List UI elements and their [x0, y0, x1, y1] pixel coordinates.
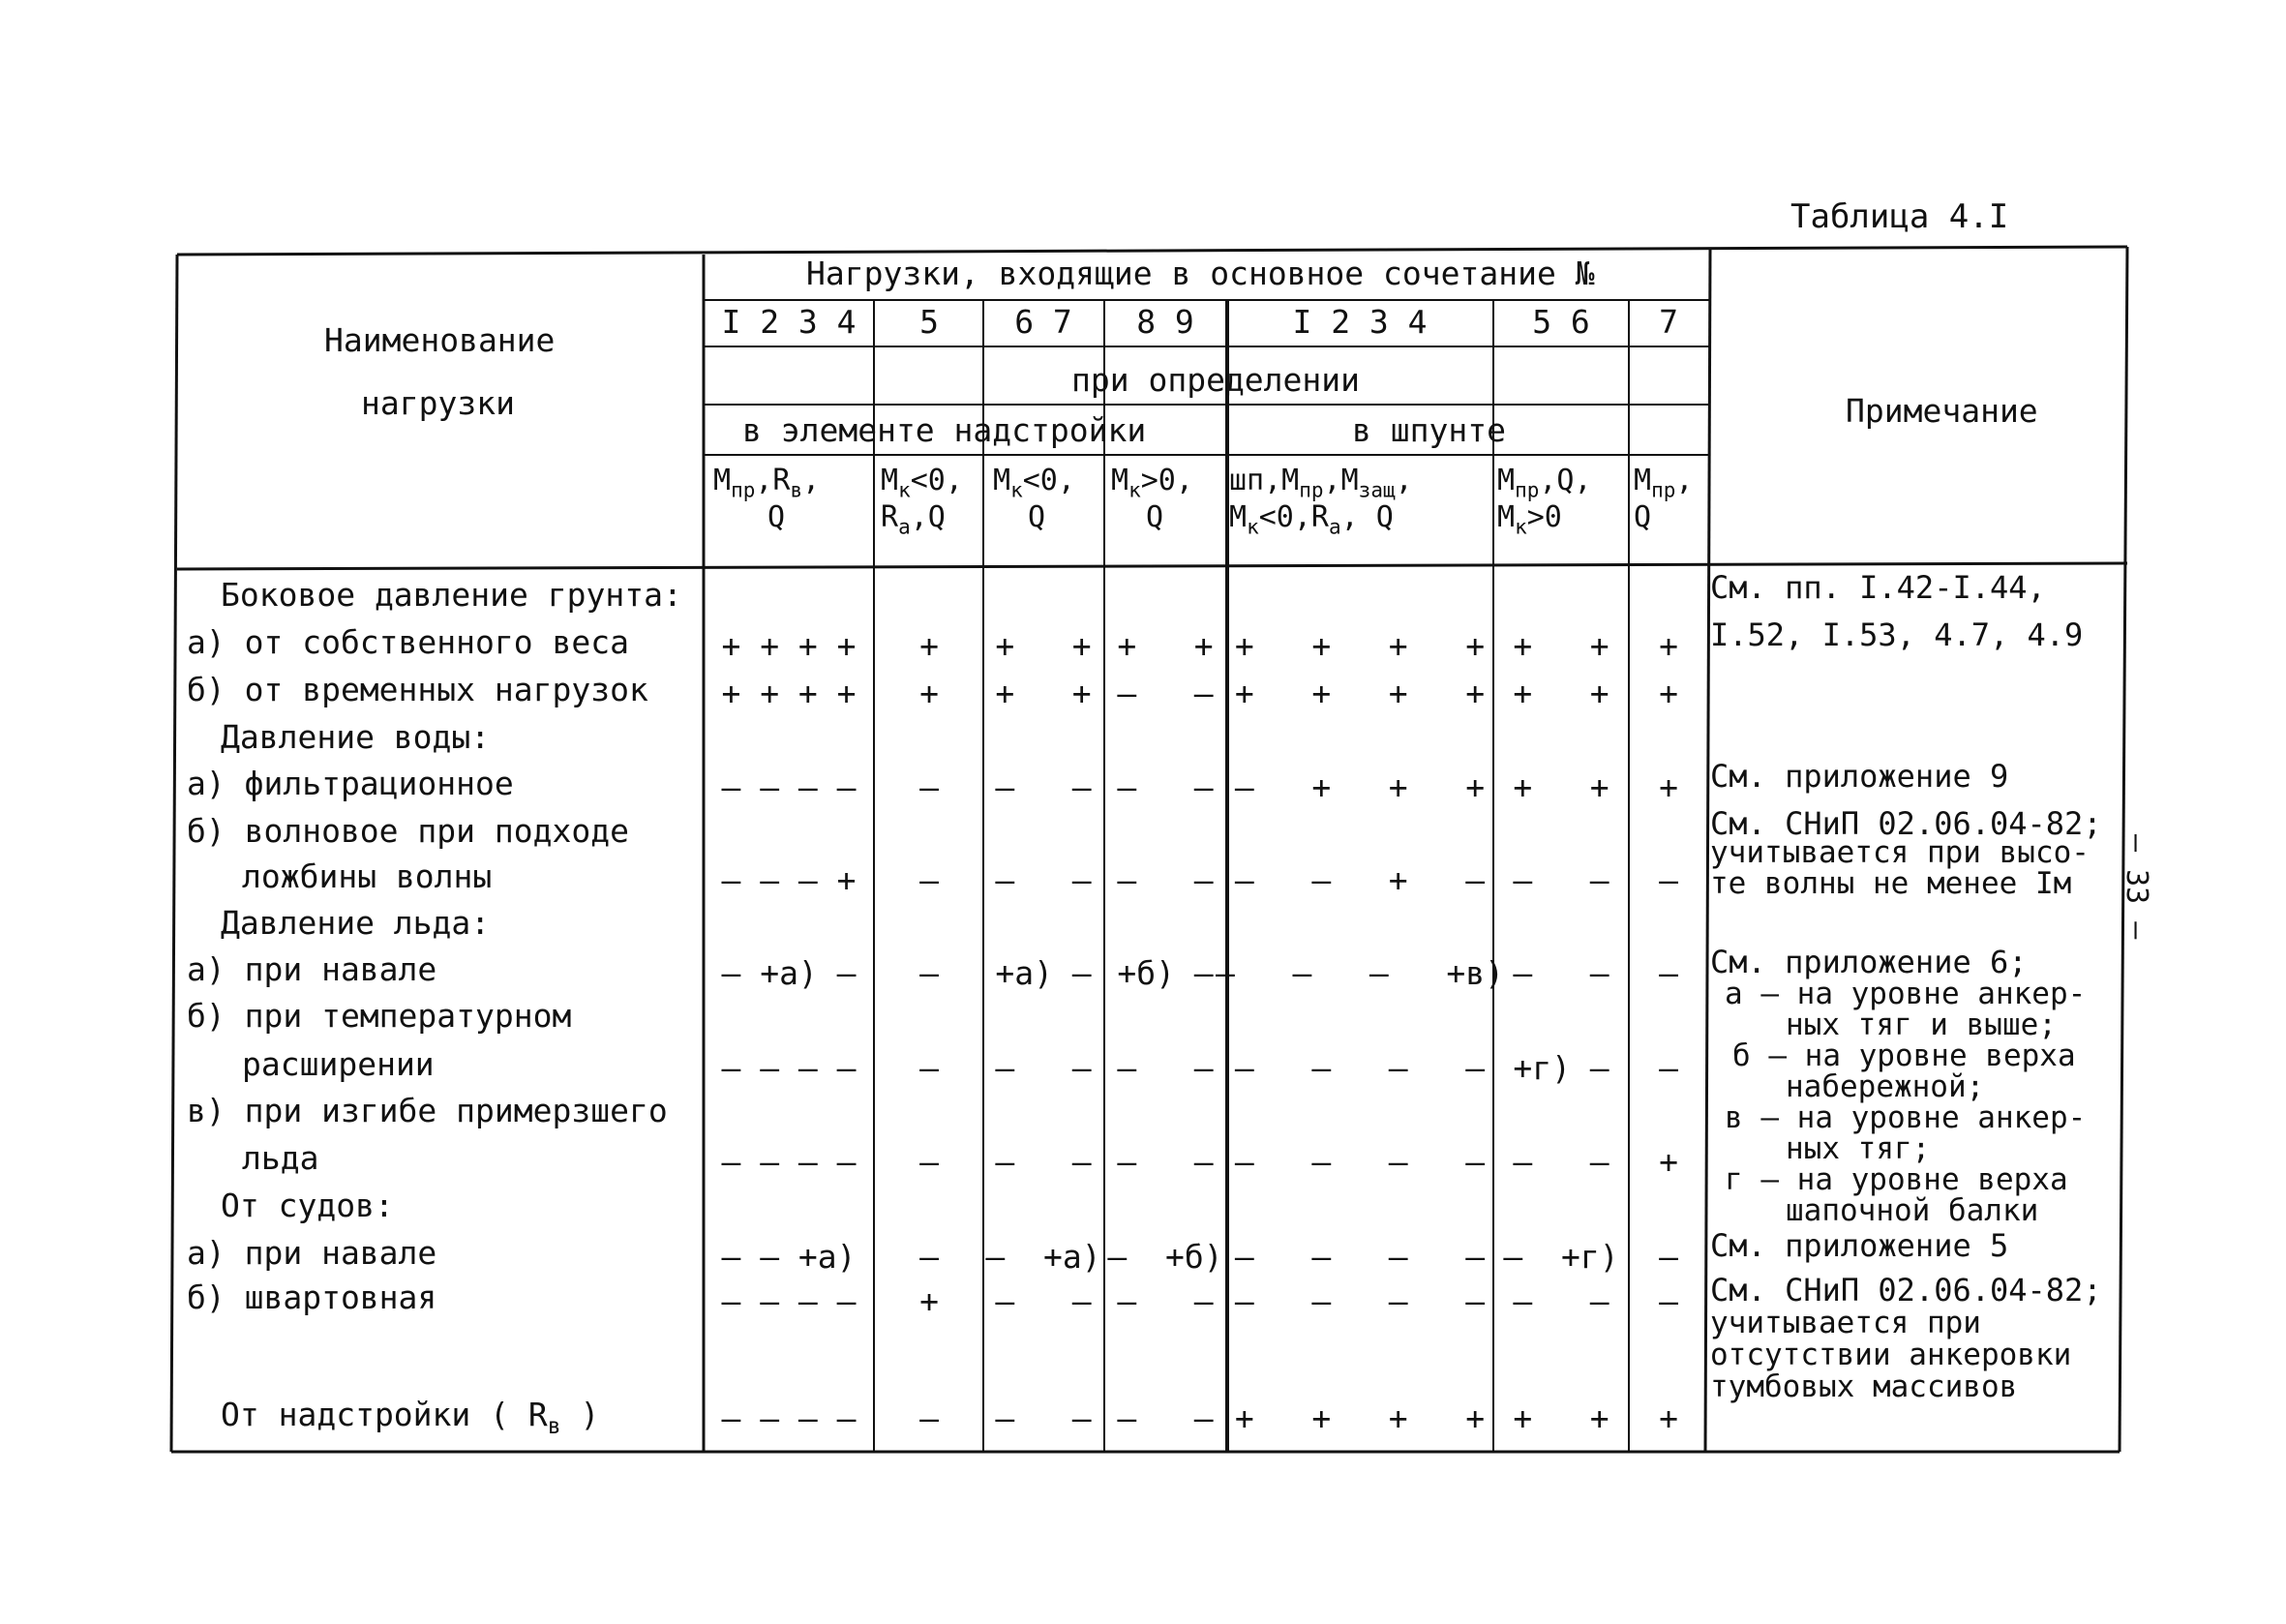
combo-group-1: I 2 3 4 [721, 303, 857, 341]
row-name: От надстройки ( $R_в$ ) [221, 1396, 600, 1440]
row-cell: – +г) [1503, 1238, 1619, 1276]
row-cell: – – – – [721, 1143, 857, 1181]
row-note: См. приложение 6; [1710, 944, 2028, 980]
force-label-3: $М_к<0$, Q [993, 464, 1075, 535]
combo-group-6: 5 6 [1532, 303, 1590, 341]
force-label-6: $М_{пр},Q$, $М_к>0$ [1497, 464, 1592, 539]
row-cell: + + [1513, 768, 1609, 806]
row-name: От судов: [221, 1187, 394, 1224]
row-note: См. приложение 9 [1710, 758, 2009, 795]
row-cell: + + + + [1234, 675, 1486, 712]
combo-group-4: 8 9 [1136, 303, 1194, 341]
row-cell: – – [1513, 861, 1609, 899]
row-cell: + + + + [721, 675, 857, 712]
row-cell: – – [1513, 1143, 1609, 1181]
table-number: Таблица 4.I [1790, 197, 2009, 236]
row-cell: – – [1513, 954, 1609, 992]
header-name-line2: нагрузки [361, 384, 515, 422]
row-cell: – – + – [1234, 861, 1486, 899]
row-cell: – – – – [1234, 1049, 1486, 1087]
row-name: Давление воды: [221, 718, 491, 756]
force-label-5: $шп,М_{пр},М_{защ}$, $М_к<0,R_а$, Q [1229, 464, 1413, 539]
row-cell: – – [1117, 675, 1214, 712]
row-cell: – [1659, 954, 1678, 992]
row-name: в) при изгибе примерзшего [187, 1092, 668, 1129]
row-cell: – – [1117, 768, 1214, 806]
row-name: льда [242, 1139, 319, 1177]
row-cell: – [919, 1049, 939, 1087]
row-cell: – – [1513, 1282, 1609, 1320]
row-cell: + + [995, 675, 1092, 712]
row-cell: – + + + [1234, 768, 1486, 806]
row-cell: – [919, 768, 939, 806]
mooring-note-line: тумбовых массивов [1710, 1369, 2018, 1404]
note-wave-2: те волны не менее Iм [1710, 866, 2072, 901]
row-cell: – – – – [1234, 1282, 1486, 1320]
row-cell: – [1659, 861, 1678, 899]
row-cell: – +а) [985, 1238, 1101, 1276]
row-name: расширении [242, 1045, 435, 1083]
ice-note-line: в – на уровне анкер- [1725, 1100, 2087, 1135]
header-name-line1: Наименование [324, 321, 556, 359]
row-cell: + + [1117, 627, 1214, 665]
ice-note-line: ных тяг и выше; [1786, 1007, 2057, 1042]
row-cell: + [1659, 1143, 1678, 1181]
row-cell: – – – +в) [1215, 954, 1505, 992]
row-cell: + [1659, 1399, 1678, 1437]
row-cell: + [1659, 627, 1678, 665]
row-cell: – – [1117, 861, 1214, 899]
ice-note-line: а – на уровне анкер- [1725, 977, 2087, 1011]
row-cell: + + [995, 627, 1092, 665]
ice-note-line: шапочной балки [1786, 1193, 2039, 1228]
row-note: См. СНиП 02.06.04-82; [1710, 805, 2102, 842]
row-cell: – – – + [721, 861, 857, 899]
row-cell: – – [995, 768, 1092, 806]
row-cell: + [1659, 768, 1678, 806]
ice-note-line: ных тяг; [1786, 1131, 1931, 1166]
combo-group-3: 6 7 [1014, 303, 1072, 341]
header-note: Примечание [1846, 392, 2038, 430]
row-name: б) от временных нагрузок [187, 671, 648, 708]
row-cell: + + [1513, 1399, 1609, 1437]
row-cell: – – +а) [721, 1238, 857, 1276]
combo-group-2: 5 [919, 303, 939, 341]
row-cell: – +б) [1107, 1238, 1223, 1276]
row-note: См. приложение 5 [1710, 1227, 2009, 1264]
row-name: ложбины волны [242, 857, 493, 895]
row-cell: – – [995, 1049, 1092, 1087]
ice-note-line: б – на уровне верха [1732, 1038, 2076, 1073]
row-cell: – – [995, 1143, 1092, 1181]
mooring-note-line: учитывается при [1710, 1306, 1981, 1340]
row-cell: + + + + [721, 627, 857, 665]
row-name: б) при температурном [187, 997, 572, 1035]
header-combo-title: Нагрузки, входящие в основное сочетание № [806, 255, 1595, 292]
row-cell: +б) – [1117, 954, 1214, 992]
row-name: б) швартовная [187, 1278, 437, 1316]
row-cell: – – [1117, 1399, 1214, 1437]
row-note: См. СНиП 02.06.04-82; [1710, 1272, 2102, 1308]
row-cell: + [919, 627, 939, 665]
row-cell: – – – – [1234, 1143, 1486, 1181]
row-cell: – [1659, 1282, 1678, 1320]
row-cell: – [919, 1143, 939, 1181]
force-label-1: $М_{пр},R_в$, Q [713, 464, 821, 535]
combo-group-7: 7 [1659, 303, 1678, 341]
row-cell: – – – – [1234, 1238, 1486, 1276]
row-name: а) фильтрационное [187, 765, 514, 802]
row-cell: – [919, 954, 939, 992]
row-name: Боковое давление грунта: [221, 576, 682, 614]
row-cell: + [919, 675, 939, 712]
row-name: Давление льда: [221, 904, 491, 942]
row-cell: – – [995, 1282, 1092, 1320]
row-cell: – [1659, 1049, 1678, 1087]
row-cell: – – – – [721, 1399, 857, 1437]
row-cell: – – – – [721, 768, 857, 806]
force-label-2: $М_к<0$, $R_а,Q$ [881, 464, 963, 539]
row-cell: – [919, 1399, 939, 1437]
force-label-4: $М_к>0$, Q [1111, 464, 1193, 535]
row-name: а) при навале [187, 1234, 437, 1272]
header-when-determining: при определении [1071, 361, 1361, 399]
page-marker: – 33 – [2120, 834, 2153, 940]
ice-note-line: набережной; [1786, 1069, 1985, 1104]
row-cell: – – [1117, 1143, 1214, 1181]
row-note: См. пп. I.42-I.44, [1710, 569, 2046, 606]
note-wave-1: учитывается при высо- [1710, 835, 2090, 870]
row-cell: + + [1513, 675, 1609, 712]
row-cell: – [919, 861, 939, 899]
row-cell: + + + + [1234, 627, 1486, 665]
row-cell: + + [1513, 627, 1609, 665]
mooring-note-line: отсутствии анкеровки [1710, 1338, 2072, 1372]
row-cell: + [1659, 675, 1678, 712]
row-note: I.52, I.53, 4.7, 4.9 [1710, 617, 2084, 653]
row-name: б) волновое при подходе [187, 812, 629, 850]
row-cell: – – [1117, 1282, 1214, 1320]
force-label-7: $М_{пр}$, Q [1634, 464, 1694, 535]
ice-note-line: г – на уровне верха [1725, 1162, 2068, 1197]
row-name: а) от собственного веса [187, 623, 629, 661]
combo-group-5: I 2 3 4 [1292, 303, 1428, 341]
row-cell: – [919, 1238, 939, 1276]
row-cell: – – – – [721, 1049, 857, 1087]
row-name: а) при навале [187, 950, 437, 988]
row-cell: – – [995, 1399, 1092, 1437]
row-cell: – – [1117, 1049, 1214, 1087]
header-in-superstructure: в элементе надстройки [742, 411, 1147, 449]
row-cell: – +а) – [721, 954, 857, 992]
row-cell: – [1659, 1238, 1678, 1276]
header-in-sheet-pile: в шпунте [1352, 411, 1506, 449]
row-cell: – – [995, 861, 1092, 899]
row-cell: +а) – [995, 954, 1092, 992]
row-cell: – – – – [721, 1282, 857, 1320]
row-cell: +г) – [1513, 1049, 1609, 1087]
row-cell: + [919, 1282, 939, 1320]
row-cell: + + + + [1234, 1399, 1486, 1437]
